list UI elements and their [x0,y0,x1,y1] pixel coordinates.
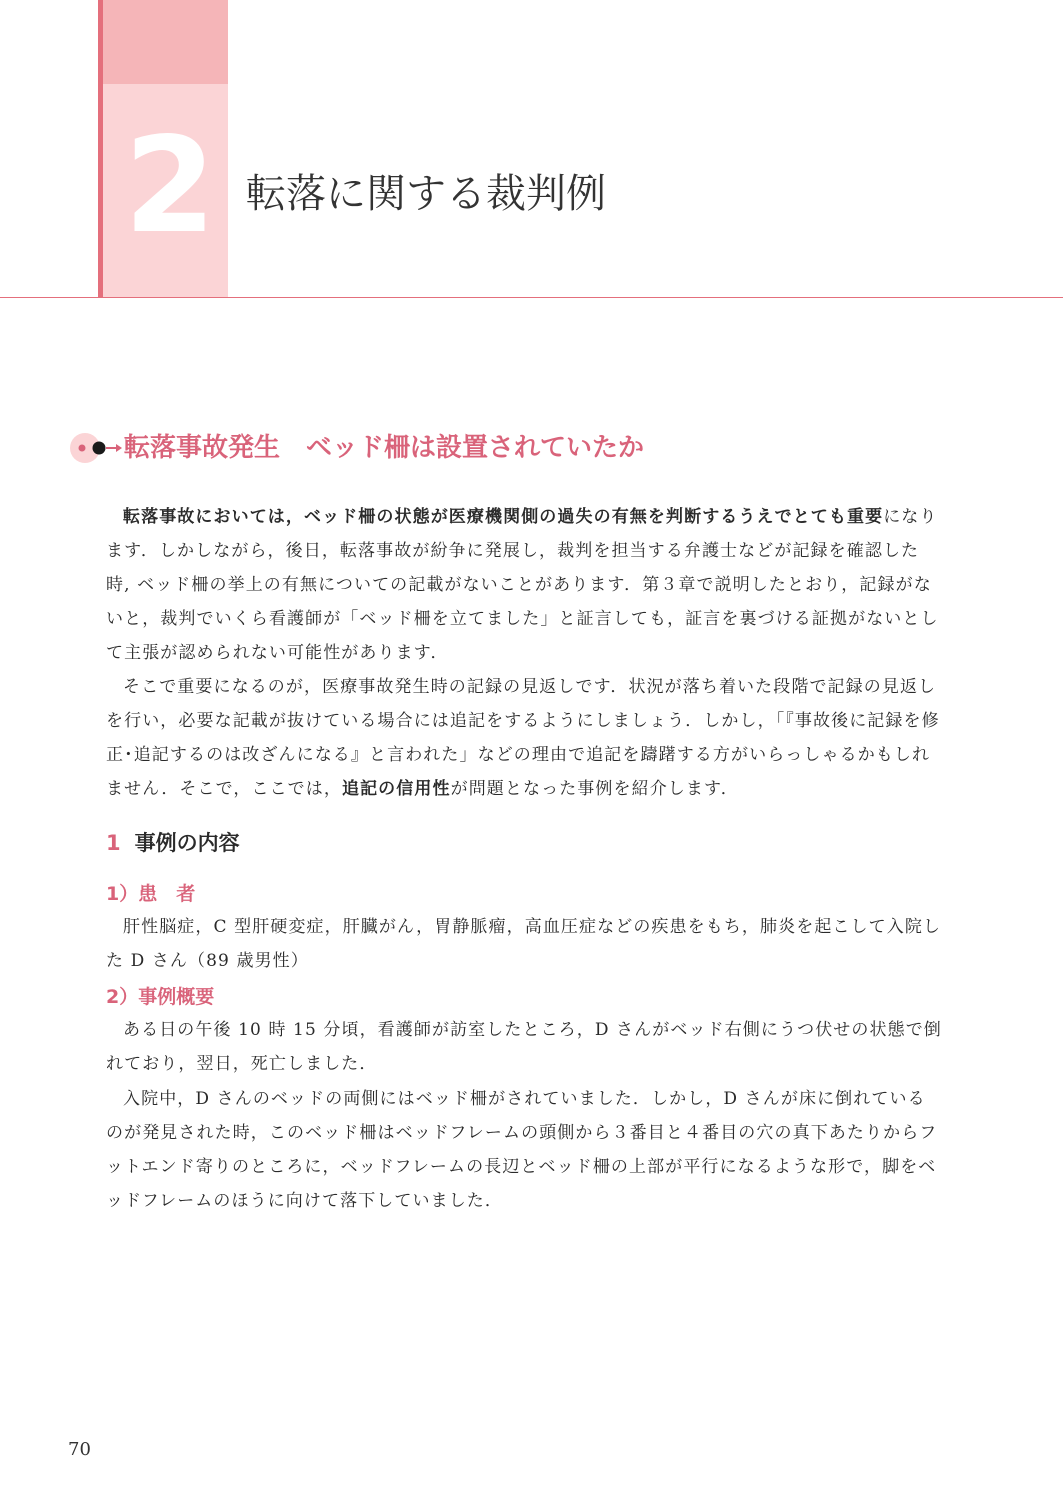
chapter-side-bar [98,0,103,297]
intro-paragraph-2-bold: 追記の信用性 [341,779,451,799]
chapter-block-top [103,0,228,84]
intro-paragraph-1-text: になります．しかしながら，後日，転落事故が紛争に発展し，裁判を担当する弁護士などが記録を確認した時, ベッド柵の挙上の有無についての記載がないことがあります．第３章で説明したとおり，記録がないと，裁判でいくら看護師が「ベッド柵を立てました」と証言しても，証言を裏づける証拠がないとして主張が認められない可能性があります． [106,507,939,663]
summary-paragraph-1: ある日の午後 10 時 15 分頃，看護師が訪室したところ，D さんがベッド右側にうつ伏せの状態で倒れており，翌日，死亡しました． [106,1020,942,1074]
case-heading-text: 事例の内容 [134,831,240,855]
page-number: 70 [68,1439,91,1460]
patient-heading: 1）患 者 [106,883,196,905]
intro-paragraph-1-bold: 転落事故においては，ベッド柵の状態が医療機関側の過失の有無を判断するうえでとても重要 [123,507,884,527]
intro-paragraph-2-text-b: が問題となった事例を紹介します． [450,779,739,799]
chapter-rule [0,297,1063,298]
chapter-title: 転落に関する裁判例 [246,171,606,217]
intro-paragraph-2-text-a: そこで重要になるのが，医療事故発生時の記録の見返しです．状況が落ち着いた段階で記録の見返しを行い，必要な記載が抜けている場合には追記をするようにしましょう．しかし，「『事故後に記録を修正･追記するのは改ざんになる』と言われた」などの理由で追記を躊躇する方がいらっしゃるかもしれません．そこで，ここでは， [106,677,940,799]
chapter-number: 2 [124,109,216,263]
case-heading [106,826,240,860]
patient-paragraph: 肝性脳症，C 型肝硬変症，肝臓がん，胃静脈瘤，高血圧症などの疾患をもち，肺炎を起こして入院した D さん（89 歳男性） [106,917,942,971]
case-heading-number: 1 [106,831,121,855]
bullet-dots-icon [68,428,124,468]
intro-paragraph-2 [106,670,942,806]
section-title: 転落事故発生 ベッド柵は設置されていたか [124,433,645,463]
intro-paragraph-1 [106,500,942,670]
summary-paragraph-2: 入院中，D さんのベッドの両側にはベッド柵がされていました．しかし，D さんが床に倒れているのが発見された時，このベッド柵はベッドフレームの頭側から３番目と４番目の穴の真下あたりからフットエンド寄りのところに，ベッドフレームの長辺とベッド柵の上部が平行になるような形で，脚をベッドフレームのほうに向けて落下していました． [106,1089,938,1211]
summary-heading: 2）事例概要 [106,986,215,1008]
